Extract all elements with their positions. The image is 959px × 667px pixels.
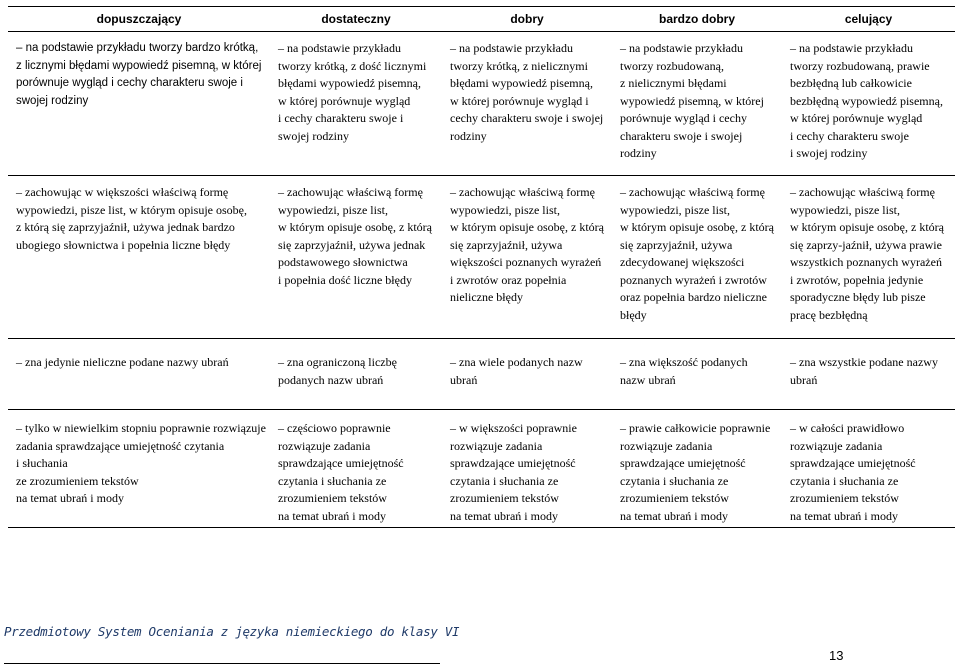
cell-text: – zachowując właściwą formę wypowiedzi, pisze list, w którym opisuje osobę, z którą się zaprzyjaźnił, używa jednak podstawowego słownictwa i popełnia dość liczne błędy (278, 185, 432, 287)
table-cell (270, 176, 442, 339)
table-cell (612, 339, 782, 410)
table-cell (8, 176, 270, 339)
cell-text: – zachowując właściwą formę wypowiedzi, pisze list, w którym opisuje osobę, z którą się zaprzyjaźnił, używa większości poznanych wyrażeń i zwrotów oraz popełnia nieliczne błędy (450, 185, 604, 304)
cell-text: – na podstawie przykładu tworzy rozbudowaną, prawie bezbłędną lub całkowicie bezbłędną wypowiedź pisemną, w której porównuje wygląd i cechy charakteru swoje i swojej rodziny (790, 41, 943, 160)
document-footer-title: Przedmiotowy System Oceniania z języka niemieckiego do klasy VI (4, 624, 460, 639)
table-cell (442, 339, 612, 410)
grade-header-dopuszczajacy: dopuszczający (8, 7, 270, 32)
table-cell (270, 339, 442, 410)
table-cell (8, 410, 270, 528)
cell-text: – zna ograniczoną liczbę podanych nazw ubrań (278, 355, 397, 387)
grading-criteria-table (8, 6, 955, 528)
grade-header-bardzo-dobry: bardzo dobry (612, 7, 782, 32)
criteria-row-vocabulary (8, 339, 955, 410)
cell-text: – częściowo poprawnie rozwiązuje zadania sprawdzające umiejętność czytania i słuchania ze zrozumieniem tekstów na temat ubrań i mody (278, 421, 404, 523)
cell-text: – na podstawie przykładu tworzy krótką, z dość licznymi błędami wypowiedź pisemną, w której porównuje wygląd i cechy charakteru swoje i swojej rodziny (278, 41, 427, 143)
cell-text: – zachowując właściwą formę wypowiedzi, pisze list, w którym opisuje osobę, z którą się zaprzy-jaźnił, używa prawie wszystkich poznanych wyrażeń i zwrotów, popełnia jedynie sporadyczne błędy lub pisze pracę bezbłędną (790, 185, 944, 322)
table-cell (612, 176, 782, 339)
table-cell (270, 32, 442, 176)
grade-header-dobry: dobry (442, 7, 612, 32)
cell-text: – na podstawie przykładu tworzy bardzo krótką, z licznymi błędami wypowiedź pisemną, w której porównuje wygląd i cechy charakteru swoje i swojej rodziny (16, 42, 262, 107)
cell-text: – prawie całkowicie poprawnie rozwiązuje zadania sprawdzające umiejętność czytania i słuchania ze zrozumieniem tekstów na temat ubrań i mody (620, 421, 771, 523)
header-row (8, 7, 955, 32)
table-cell (782, 339, 955, 410)
cell-text: – zachowując właściwą formę wypowiedzi, pisze list, w którym opisuje osobę, z którą się zaprzyjaźnił, używa zdecydowanej większości poznanych wyrażeń i zwrotów oraz popełnia bardzo nieliczne błędy (620, 185, 774, 322)
cell-text: – na podstawie przykładu tworzy rozbudowaną, z nielicznymi błędami wypowiedź pisemną, w której porównuje wygląd i cechy charakteru swoje i swojej rodziny (620, 41, 764, 160)
table-cell (270, 410, 442, 528)
table-cell (442, 176, 612, 339)
page-number: 13 (829, 648, 844, 663)
cell-text: – tylko w niewielkim stopniu poprawnie rozwiązuje zadania sprawdzające umiejętność czytania i słuchania ze zrozumieniem tekstów na temat ubrań i mody (16, 421, 266, 505)
criteria-row-writing-comparison (8, 32, 955, 176)
cell-text: – na podstawie przykładu tworzy krótką, z nielicznymi błędami wypowiedź pisemną, w której porównuje wygląd i cechy charakteru swoje i swojej rodziny (450, 41, 604, 143)
table-cell (442, 410, 612, 528)
table-cell (8, 32, 270, 176)
table-cell (612, 32, 782, 176)
cell-text: – zna większość podanych nazw ubrań (620, 355, 748, 387)
table-cell (612, 410, 782, 528)
cell-text: – w większości poprawnie rozwiązuje zadania sprawdzające umiejętność czytania i słuchania ze zrozumieniem tekstów na temat ubrań i mody (450, 421, 577, 523)
criteria-row-letter (8, 176, 955, 339)
cell-text: – zna jedynie nieliczne podane nazwy ubrań (16, 355, 229, 369)
cell-text: – zna wiele podanych nazw ubrań (450, 355, 583, 387)
table-cell (782, 410, 955, 528)
grade-header-dostateczny: dostateczny (270, 7, 442, 32)
criteria-row-comprehension (8, 410, 955, 528)
table-cell (782, 176, 955, 339)
table-cell (782, 32, 955, 176)
grade-header-celujacy: celujący (782, 7, 955, 32)
footer-divider (4, 663, 440, 664)
table-cell (8, 339, 270, 410)
cell-text: – zachowując w większości właściwą formę wypowiedzi, pisze list, w którym opisuje osobę, z którą się zaprzyjaźnił, używa jednak bardzo ubogiego słownictwa i popełnia liczne błędy (16, 185, 247, 252)
cell-text: – zna wszystkie podane nazwy ubrań (790, 355, 938, 387)
cell-text: – w całości prawidłowo rozwiązuje zadania sprawdzające umiejętność czytania i słuchania ze zrozumieniem tekstów na temat ubrań i mody (790, 421, 916, 523)
table-cell (442, 32, 612, 176)
